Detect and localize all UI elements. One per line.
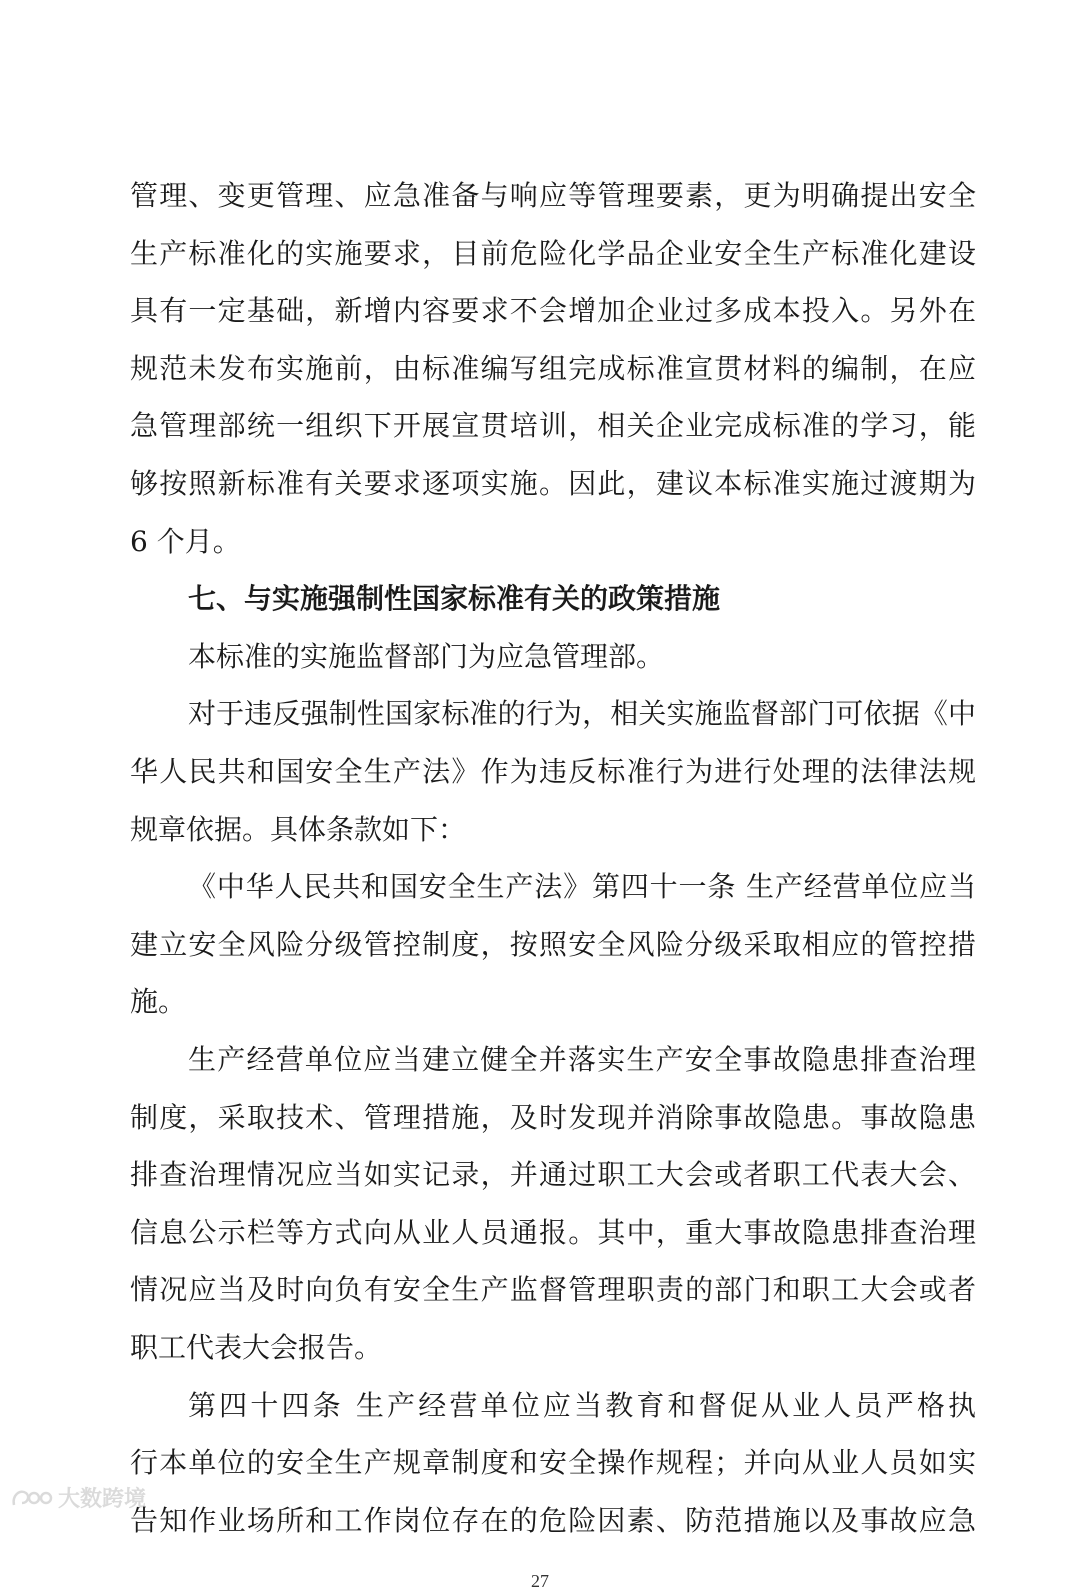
body-line: 第四十四条 生产经营单位应当教育和督促从业人员严格执: [188, 1389, 976, 1422]
body-line: 具有一定基础，新增内容要求不会增加企业过多成本投入。另外在: [130, 294, 976, 327]
watermark: [10, 1482, 146, 1513]
body-line: 告知作业场所和工作岗位存在的危险因素、防范措施以及事故应急: [130, 1504, 976, 1537]
watermark-text: 大数跨境: [58, 1487, 147, 1512]
body-line: 建立安全风险分级管控制度，按照安全风险分级采取相应的管控措: [130, 928, 976, 961]
watermark-logo-icon: [10, 1483, 54, 1513]
body-line: 行本单位的安全生产规章制度和安全操作规程；并向从业人员如实: [130, 1446, 976, 1479]
body-line: 生产标准化的实施要求，目前危险化学品企业安全生产标准化建设: [130, 237, 976, 270]
page-number: 27: [531, 1571, 549, 1591]
body-line: 对于违反强制性国家标准的行为，相关实施监督部门可依据《中: [188, 697, 976, 730]
body-line: 施。: [130, 985, 187, 1018]
section-heading: 七、与实施强制性国家标准有关的政策措施: [188, 582, 721, 615]
body-line: 华人民共和国安全生产法》作为违反标准行为进行处理的法律法规: [130, 755, 976, 788]
body-line: 规章依据。具体条款如下：: [130, 813, 467, 846]
body-line: 排查治理情况应当如实记录，并通过职工大会或者职工代表大会、: [130, 1158, 976, 1191]
body-line: 6 个月。: [130, 525, 241, 558]
body-line: 职工代表大会报告。: [130, 1331, 383, 1364]
body-line: 信息公示栏等方式向从业人员通报。其中，重大事故隐患排查治理: [130, 1216, 976, 1249]
body-line: 生产经营单位应当建立健全并落实生产安全事故隐患排查治理: [188, 1043, 976, 1076]
body-line: 规范未发布实施前，由标准编写组完成标准宣贯材料的编制，在应: [130, 352, 976, 385]
body-line: 《中华人民共和国安全生产法》第四十一条 生产经营单位应当: [188, 870, 976, 903]
body-line: 够按照新标准有关要求逐项实施。因此，建议本标准实施过渡期为: [130, 467, 976, 500]
body-line: 急管理部统一组织下开展宣贯培训，相关企业完成标准的学习，能: [130, 409, 976, 442]
body-line: 管理、变更管理、应急准备与响应等管理要素，更为明确提出安全: [130, 179, 976, 212]
body-line: 情况应当及时向负有安全生产监督管理职责的部门和职工大会或者: [130, 1273, 976, 1306]
body-line: 本标准的实施监督部门为应急管理部。: [188, 640, 665, 673]
body-line: 制度，采取技术、管理措施，及时发现并消除事故隐患。事故隐患: [130, 1101, 976, 1134]
